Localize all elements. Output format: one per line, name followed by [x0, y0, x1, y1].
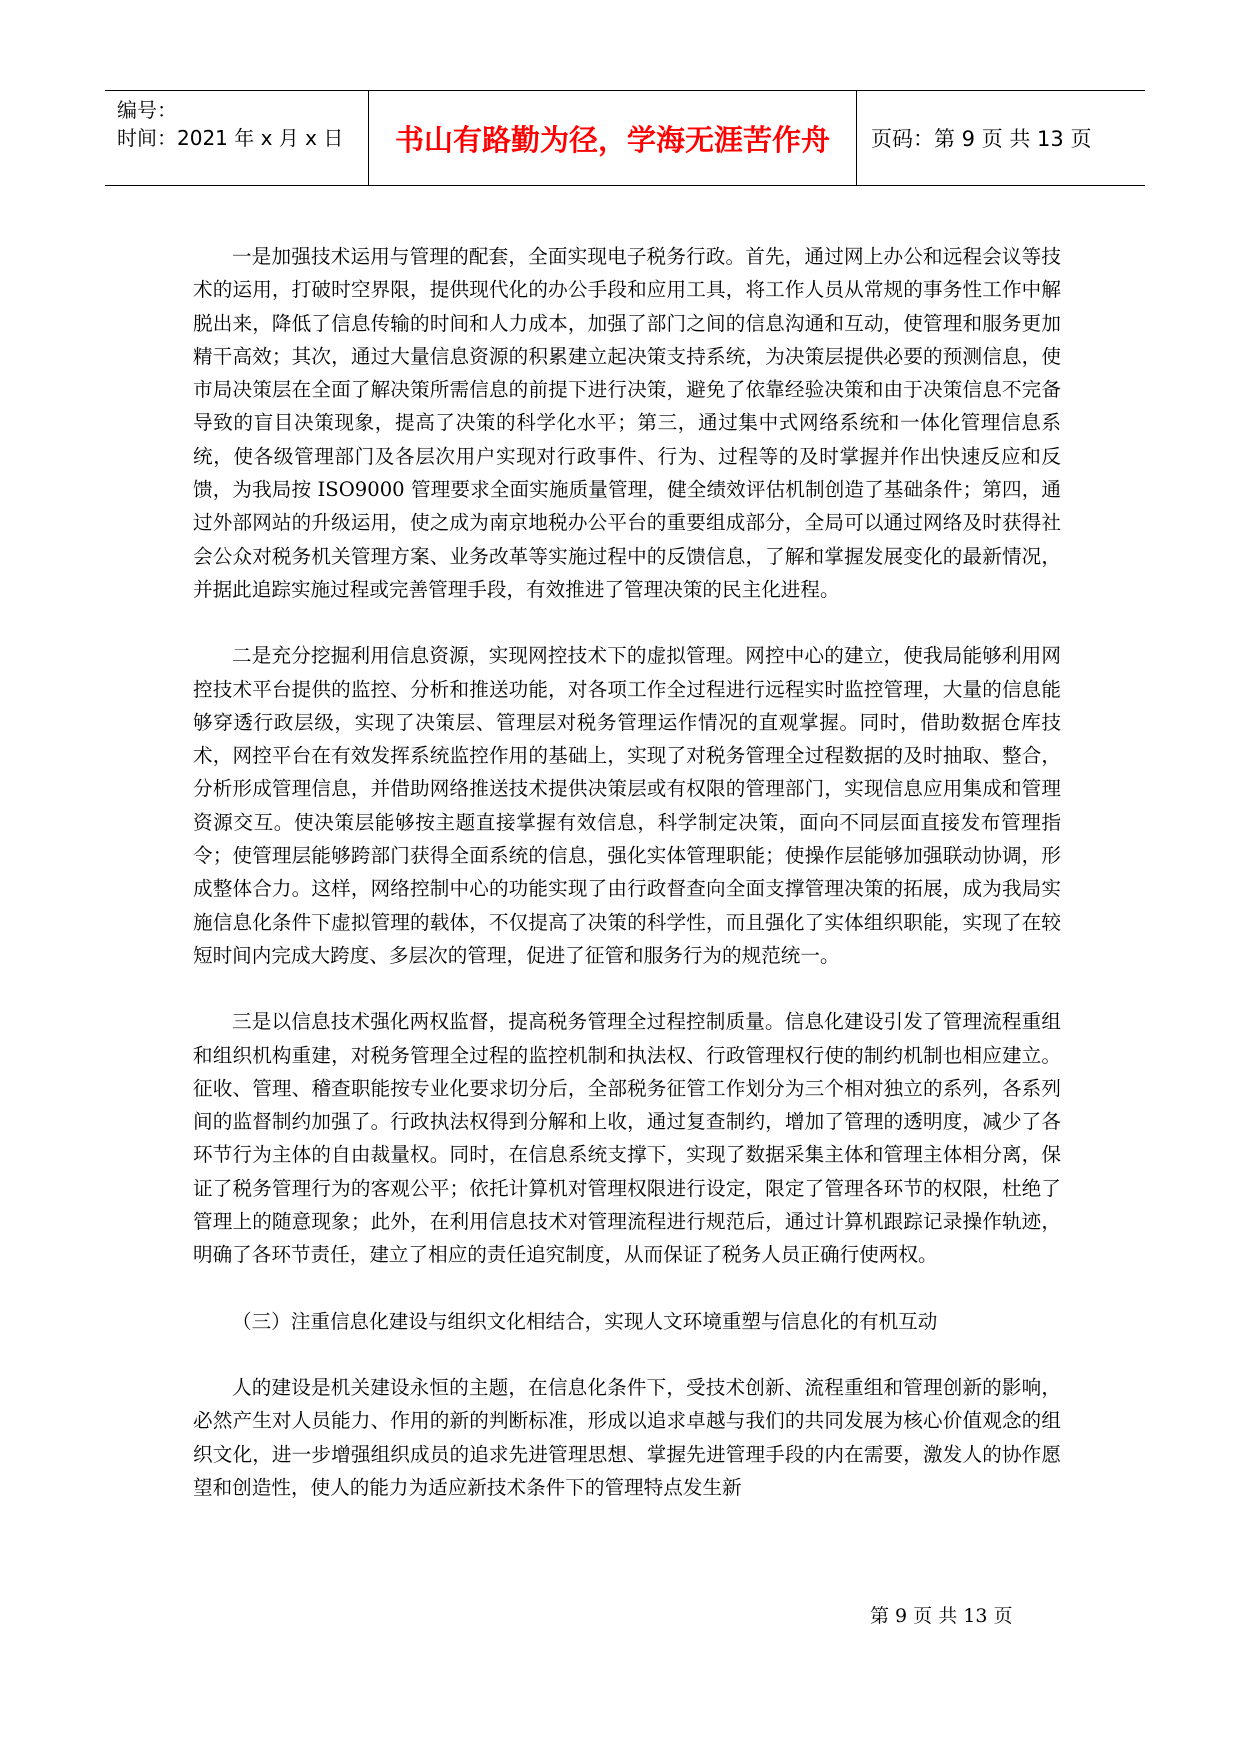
date-label: 时间：2021 年 x 月 x 日 [117, 126, 344, 150]
header-page-info-cell [857, 91, 1145, 185]
paragraph-4: 人的建设是机关建设永恒的主题，在信息化条件下，受技术创新、流程重组和管理创新的影响，必然产生对人员能力、作用的新的判断标准，形成以追求卓越与我们的共同发展为核心价值观念的组织文化，进一步增强组织成员的追求先进管理思想、掌握先进管理手段的内在需要，激发人的协作愿望和创造性，使人的能力为适应新技术条件下的管理特点发生新 [193, 1375, 1061, 1499]
page-info: 页码：第 9 页 共 13 页 [871, 127, 1092, 151]
section-heading: （三）注重信息化建设与组织文化相结合，实现人文环境重塑与信息化的有机互动 [232, 1309, 938, 1333]
page-header [105, 90, 1145, 186]
serial-number-label: 编号： [117, 98, 177, 122]
page-footer: 第 9 页 共 13 页 [870, 1605, 1013, 1627]
motto: 书山有路勤为径，学海无涯苦作舟 [394, 122, 830, 157]
paragraph-1: 一是加强技术运用与管理的配套，全面实现电子税务行政。首先，通过网上办公和远程会议等技术的运用，打破时空界限，提供现代化的办公手段和应用工具，将工作人员从常规的事务性工作中解脱出来，降低了信息传输的时间和人力成本，加强了部门之间的信息沟通和互动，使管理和服务更加精干高效；其次，通过大量信息资源的积累建立起决策支持系统，为决策层提供必要的预测信息，使市局决策层在全面了解决策所需信息的前提下进行决策，避免了依靠经验决策和由于决策信息不完备导致的盲目决策现象，提高了决策的科学化水平；第三，通过集中式网络系统和一体化管理信息系统，使各级管理部门及各层次用户实现对行政事件、行为、过程等的及时掌握并作出快速反应和反馈，为我局按 ISO9000 管理要求全面实施质量管理，健全绩效评估机制创造了基础条件；第四，通过外部网站的升级运用，使之成为南京地税办公平台的重要组成部分，全局可以通过网络及时获得社会公众对税务机关管理方案、业务改革等实施过程中的反馈信息，了解和掌握发展变化的最新情况，并据此追踪实施过程或完善管理手段，有效推进了管理决策的民主化进程。 [193, 245, 1061, 601]
header-motto-cell [369, 91, 857, 185]
paragraph-3: 三是以信息技术强化两权监督，提高税务管理全过程控制质量。信息化建设引发了管理流程重组和组织机构重建，对税务管理全过程的监控机制和执法权、行政管理权行使的制约机制也相应建立。征收、管理、稽查职能按专业化要求切分后，全部税务征管工作划分为三个相对独立的系列，各系列间的监督制约加强了。行政执法权得到分解和上收，通过复查制约，增加了管理的透明度，减少了各环节行为主体的自由裁量权。同时，在信息系统支撑下，实现了数据采集主体和管理主体相分离，保证了税务管理行为的客观公平；依托计算机对管理权限进行设定，限定了管理各环节的权限，杜绝了管理上的随意现象；此外，在利用信息技术对管理流程进行规范后，通过计算机跟踪记录操作轨迹，明确了各环节责任，建立了相应的责任追究制度，从而保证了税务人员正确行使两权。 [193, 1010, 1061, 1267]
document-body [193, 240, 1061, 1537]
header-meta [105, 91, 369, 185]
paragraph-2: 二是充分挖掘利用信息资源，实现网控技术下的虚拟管理。网控中心的建立，使我局能够利用网控技术平台提供的监控、分析和推送功能，对各项工作全过程进行远程实时监控管理，大量的信息能够穿透行政层级，实现了决策层、管理层对税务管理运作情况的直观掌握。同时，借助数据仓库技术，网控平台在有效发挥系统监控作用的基础上，实现了对税务管理全过程数据的及时抽取、整合，分析形成管理信息，并借助网络推送技术提供决策层或有权限的管理部门，实现信息应用集成和管理资源交互。使决策层能够按主题直接掌握有效信息，科学制定决策，面向不同层面直接发布管理指令；使管理层能够跨部门获得全面系统的信息，强化实体管理职能；使操作层能够加强联动协调，形成整体合力。这样，网络控制中心的功能实现了由行政督查向全面支撑管理决策的拓展，成为我局实施信息化条件下虚拟管理的载体，不仅提高了决策的科学性，而且强化了实体组织职能，实现了在较短时间内完成大跨度、多层次的管理，促进了征管和服务行为的规范统一。 [193, 644, 1061, 967]
